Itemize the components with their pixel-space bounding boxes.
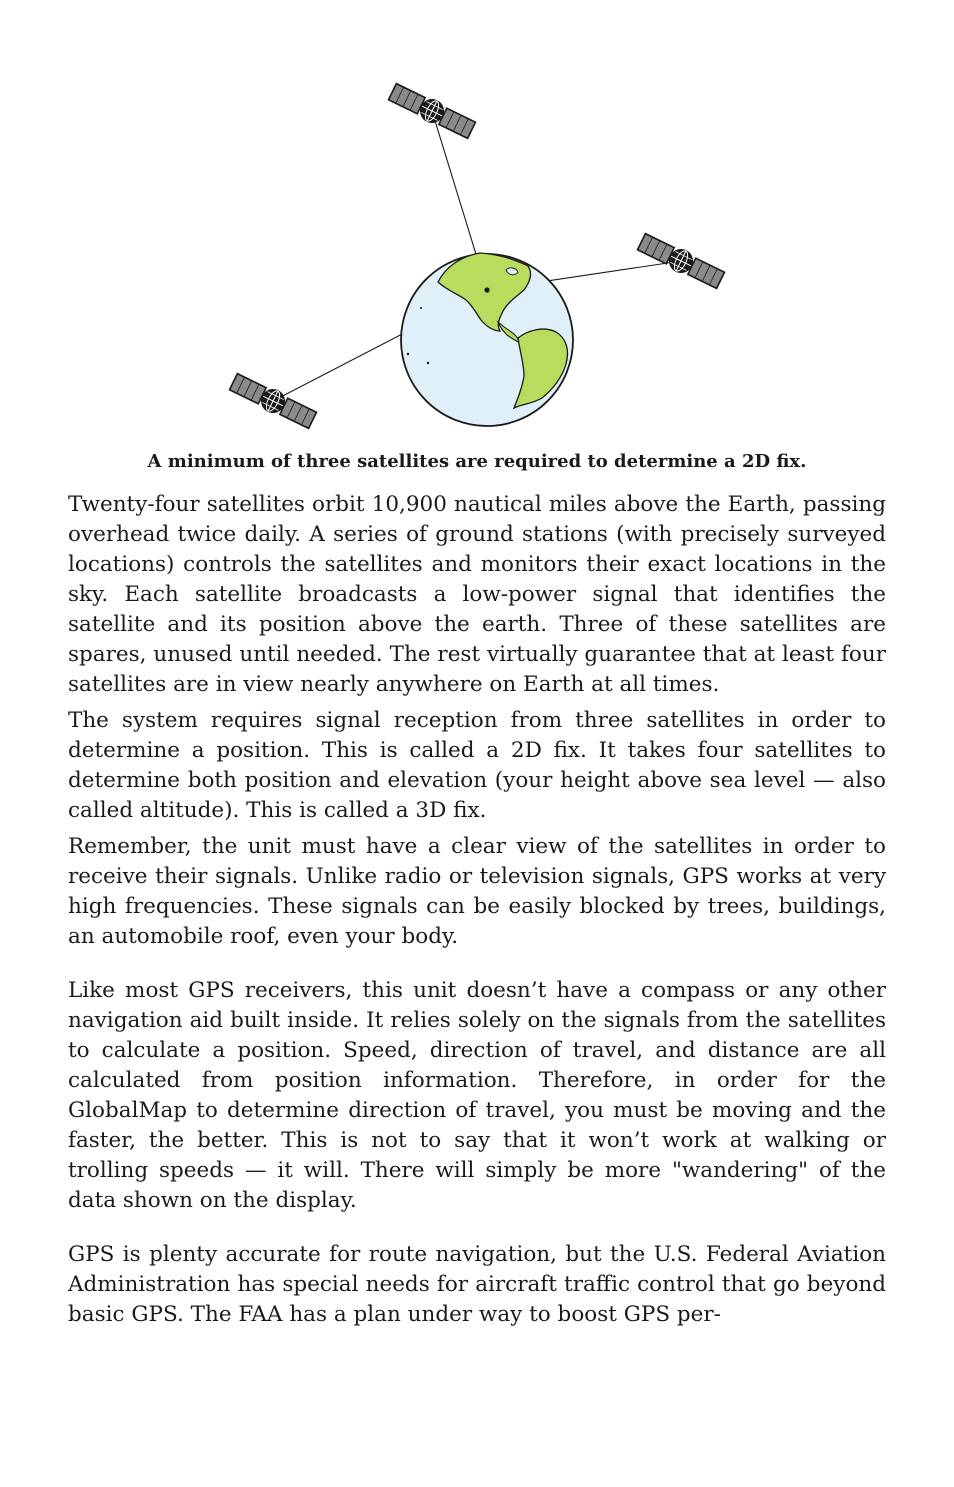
satellite-icon — [636, 231, 726, 291]
body-text — [68, 490, 886, 1330]
satellite-icon — [228, 371, 318, 431]
figure-caption: A minimum of three satellites are required to determine a 2D fix. — [147, 451, 807, 472]
gps-satellite-figure — [0, 0, 954, 440]
earth-globe-icon — [401, 253, 573, 426]
paragraph-faa: GPS is plenty accurate for route navigation, but the U.S. Federal Aviation Administration has special needs for aircraft traffic control that go beyond basic GPS. The FAA has a plan under way to boost GPS per- — [68, 1242, 886, 1327]
paragraph-satellites-overview: Twenty-four satellites orbit 10,900 nautical miles above the Earth, passing overhead twice daily. A series of ground stations (with precisely surveyed locations) controls the satellites and monitors their exact locations in the sky. Each satellite broadcasts a low-power signal that identifies the satellite and its position above the earth. Three of these satellites are spares, unused until needed. The rest virtually guarantee that at least four satellites are in view nearly anywhere on Earth at all times. — [68, 492, 886, 697]
paragraph-2d-3d-fix: The system requires signal reception from three satellites in order to determine a position. This is called a 2D fix. It takes four satellites to determine both position and elevation (your height above sea level — also called altitude). This is called a 3D fix. — [68, 708, 886, 823]
satellite-icon — [387, 81, 477, 141]
paragraph-clear-view: Remember, the unit must have a clear view of the satellites in order to receive their signals. Unlike radio or television signals, GPS works at very high frequencies. These signals can be easily blocked by trees, buildings, an automobile roof, even your body. — [68, 834, 886, 949]
paragraph-no-compass: Like most GPS receivers, this unit doesn’t have a compass or any other navigation aid built inside. It relies solely on the signals from the satellites to calculate a position. Speed, direction of travel, and distance are all calculated from position information. Therefore, in order for the GlobalMap to determine direction of travel, you must be moving and the faster, the better. This is not to say that it won’t work at walking or trolling speeds — it will. There will simply be more "wandering" of the data shown on the display. — [68, 978, 886, 1213]
